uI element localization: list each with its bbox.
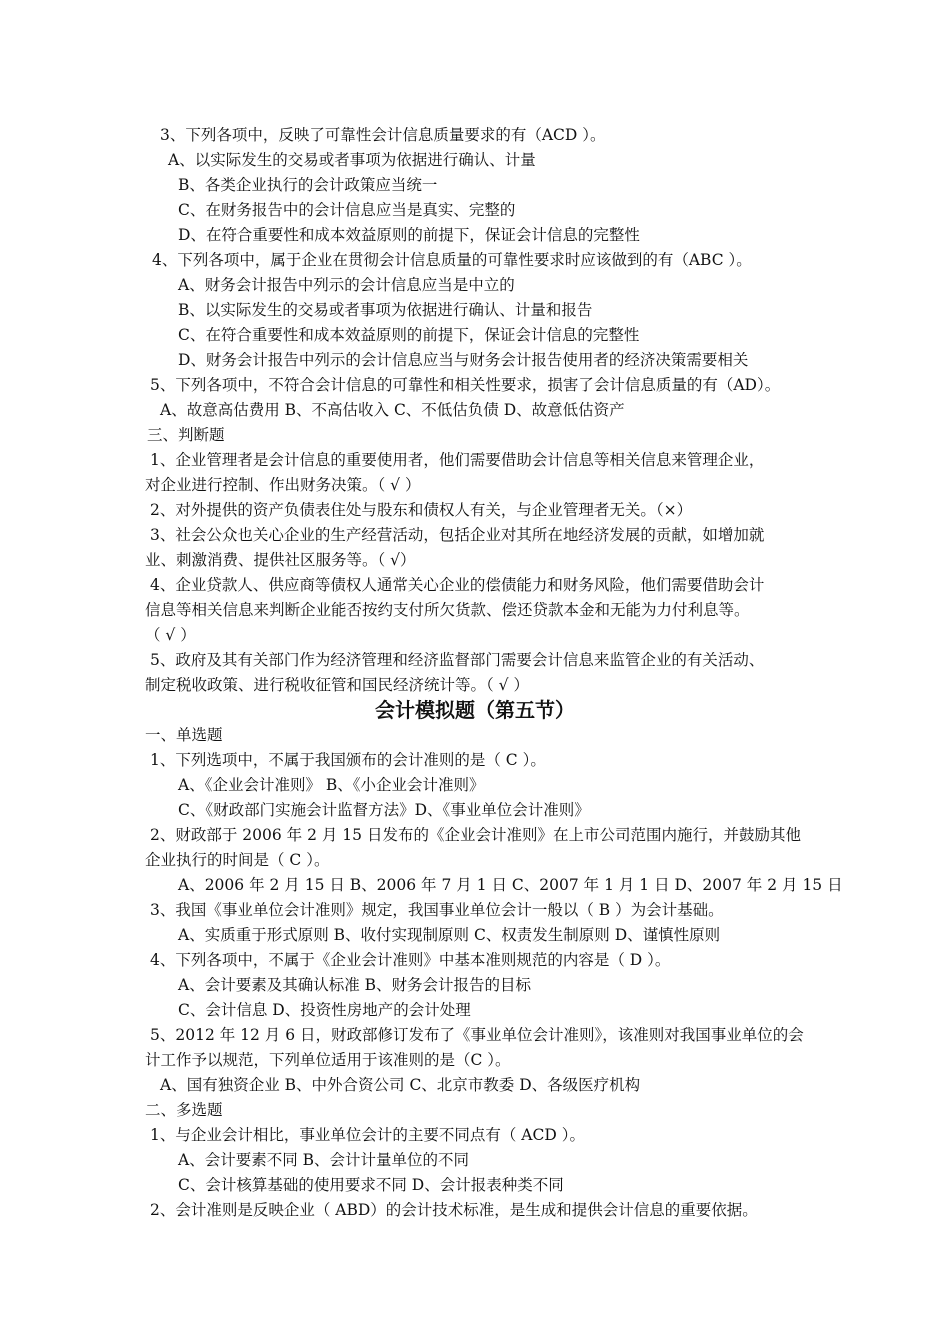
option-line: D、财务会计报告中列示的会计信息应当与财务会计报告使用者的经济决策需要相关 (178, 351, 749, 369)
option-line: A、以实际发生的交易或者事项为依据进行确认、计量 (168, 151, 536, 169)
option-line: A、会计要素及其确认标准 B、财务会计报告的目标 (178, 976, 532, 994)
statement-line: 1、企业管理者是会计信息的重要使用者，他们需要借助会计信息等相关信息来管理企业， (150, 451, 765, 469)
option-line: C、在符合重要性和成本效益原则的前提下，保证会计信息的完整性 (178, 326, 640, 344)
option-line: A、故意高估费用 B、不高估收入 C、不低估负债 D、故意低估资产 (160, 401, 625, 419)
option-line: A、国有独资企业 B、中外合资公司 C、北京市教委 D、各级医疗机构 (160, 1076, 641, 1094)
option-line: A、实质重于形式原则 B、收付实现制原则 C、权责发生制原则 D、谨慎性原则 (178, 926, 721, 944)
statement-line: 5、政府及其有关部门作为经济管理和经济监督部门需要会计信息来监管企业的有关活动、 (150, 651, 765, 669)
statement-line: 信息等相关信息来判断企业能否按约支付所欠货款、偿还贷款本金和无能为力付利息等。 (145, 601, 750, 619)
option-line: C、会计核算基础的使用要求不同 D、会计报表种类不同 (178, 1176, 564, 1194)
question-line: 4、下列各项中，属于企业在贯彻会计信息质量的可靠性要求时应该做到的有（ABC ）。 (152, 251, 752, 269)
option-line: B、以实际发生的交易或者事项为依据进行确认、计量和报告 (178, 301, 593, 319)
section-title: 会计模拟题（第五节） (375, 698, 575, 722)
statement-line: 4、企业贷款人、供应商等债权人通常关心企业的偿债能力和财务风险，他们需要借助会计 (150, 576, 765, 594)
question-line: 1、下列选项中，不属于我国颁布的会计准则的是（ C ）。 (150, 751, 546, 769)
option-line: A、会计要素不同 B、会计计量单位的不同 (178, 1151, 470, 1169)
question-line: 4、下列各项中，不属于《企业会计准则》中基本准则规范的内容是（ D ）。 (150, 951, 671, 969)
question-line: 3、下列各项中，反映了可靠性会计信息质量要求的有（ACD ）。 (160, 126, 606, 144)
option-line: C、会计信息 D、投资性房地产的会计处理 (178, 1001, 471, 1019)
section-heading: 一、单选题 (145, 726, 223, 744)
question-line: 企业执行的时间是（ C ）。 (145, 851, 330, 869)
option-line: A、财务会计报告中列示的会计信息应当是中立的 (178, 276, 515, 294)
option-line: C、《财政部门实施会计监督方法》D、《事业单位会计准则》 (178, 801, 590, 819)
option-line: D、在符合重要性和成本效益原则的前提下，保证会计信息的完整性 (178, 226, 640, 244)
statement-line: 制定税收政策、进行税收征管和国民经济统计等。（ √ ） (145, 676, 529, 694)
question-line: 计工作予以规范，下列单位适用于该准则的是（C ）。 (145, 1051, 511, 1069)
statement-line: 3、社会公众也关心企业的生产经营活动，包括企业对其所在地经济发展的贡献，如增加就 (150, 526, 765, 544)
statement-line: （ √ ） (145, 626, 196, 644)
section-heading: 三、判断题 (147, 426, 225, 444)
statement-line: 对企业进行控制、作出财务决策。（ √ ） (145, 476, 421, 494)
statement-line: 业、刺激消费、提供社区服务等。（ √） (145, 551, 416, 569)
question-line: 2、财政部于 2006 年 2 月 15 日发布的《企业会计准则》在上市公司范围内施行，并鼓励其他 (150, 826, 801, 844)
option-line: B、各类企业执行的会计政策应当统一 (178, 176, 438, 194)
question-line: 1、与企业会计相比，事业单位会计的主要不同点有（ ACD ）。 (150, 1126, 585, 1144)
section-heading: 二、多选题 (145, 1101, 223, 1119)
question-line: 3、我国《事业单位会计准则》规定，我国事业单位会计一般以（ B ）为会计基础。 (150, 901, 724, 919)
question-line: 5、2012 年 12 月 6 日，财政部修订发布了《事业单位会计准则》，该准则对我国事业单位的会 (150, 1026, 804, 1044)
option-line: A、《企业会计准则》 B、《小企业会计准则》 (178, 776, 485, 794)
option-line: A、2006 年 2 月 15 日 B、2006 年 7 月 1 日 C、2007 年 1 月 1 日 D、2007 年 2 月 15 日 (178, 876, 843, 894)
statement-line: 2、对外提供的资产负债表住处与股东和债权人有关，与企业管理者无关。（×） (150, 501, 693, 519)
question-line: 5、下列各项中，不符合会计信息的可靠性和相关性要求，损害了会计信息质量的有（AD）。 (150, 376, 781, 394)
question-line: 2、会计准则是反映企业（ ABD）的会计技术标准，是生成和提供会计信息的重要依据。 (150, 1201, 758, 1219)
option-line: C、在财务报告中的会计信息应当是真实、完整的 (178, 201, 516, 219)
